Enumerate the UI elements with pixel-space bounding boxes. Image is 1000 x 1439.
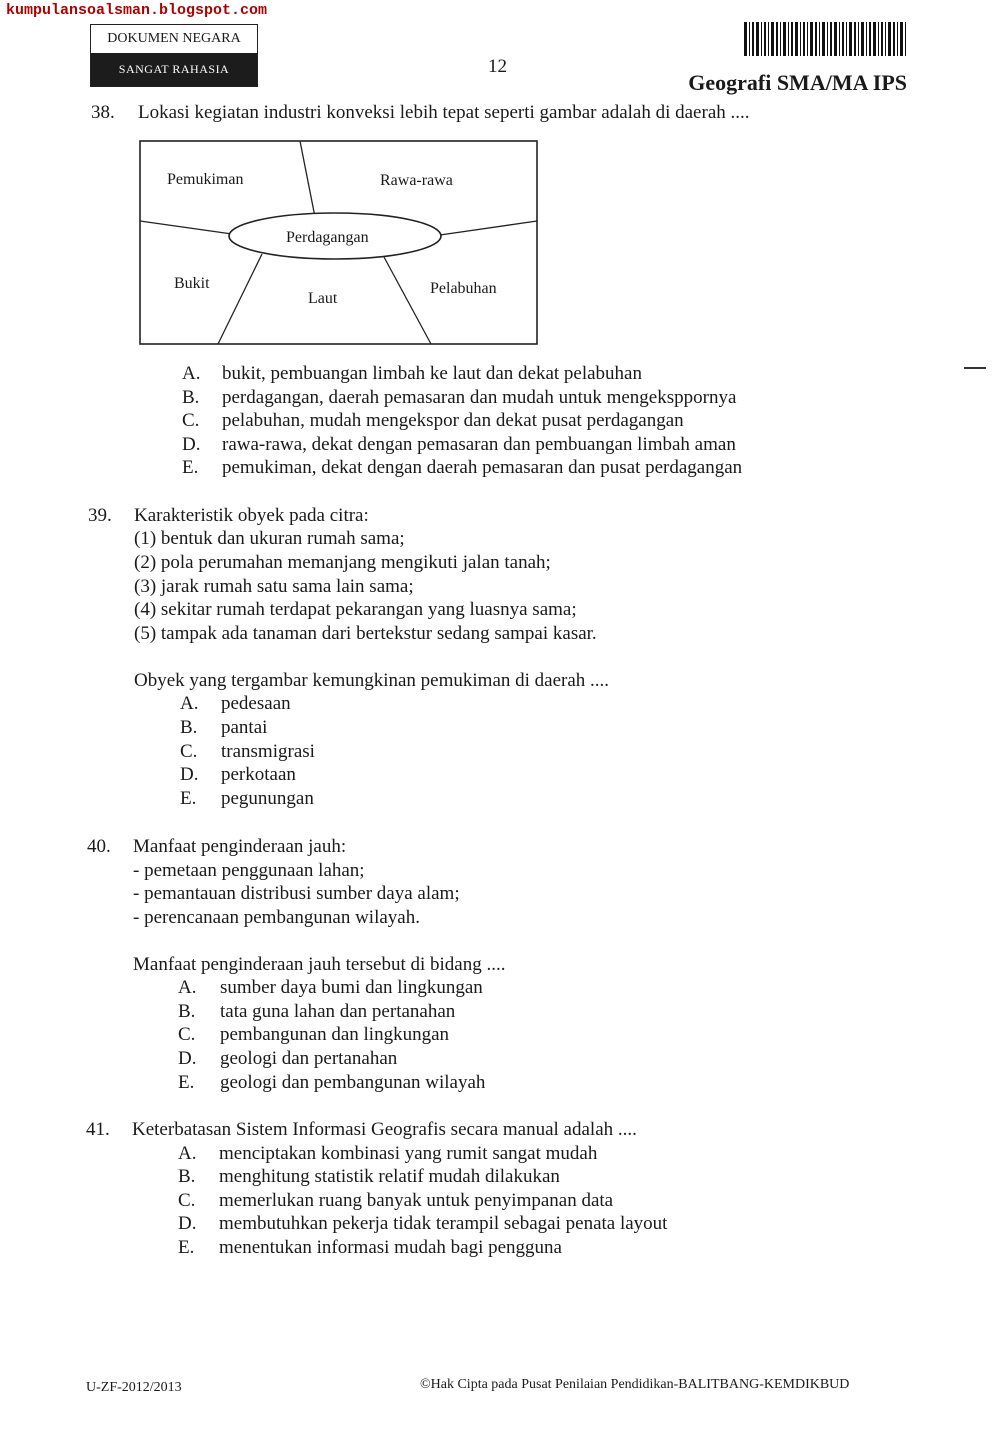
q40-question: Manfaat penginderaan jauh tersebut di bidang ....	[133, 954, 506, 975]
region-label-rawa: Rawa-rawa	[380, 172, 453, 189]
q39-item-5: (5) tampak ada tanaman dari bertekstur sedang sampai kasar.	[134, 623, 597, 644]
region-label-laut: Laut	[308, 290, 338, 307]
q40-item-2: - pemantauan distribusi sumber daya alam;	[133, 883, 460, 904]
watermark-url: kumpulansoalsman.blogspot.com	[6, 2, 268, 19]
q41-option-b: menghitung statistik relatif mudah dilakukan	[219, 1166, 560, 1187]
region-label-perdagangan: Perdagangan	[286, 229, 369, 246]
q39-option-b-letter: B.	[180, 717, 198, 738]
margin-mark	[964, 367, 986, 369]
q39-option-c: transmigrasi	[221, 741, 315, 762]
page-number: 12	[488, 56, 507, 77]
q38-option-e-letter: E.	[182, 457, 199, 478]
q38-option-c: pelabuhan, mudah mengekspor dan dekat pusat perdagangan	[222, 410, 684, 431]
q39-item-1: (1) bentuk dan ukuran rumah sama;	[134, 528, 405, 549]
q38-option-d: rawa-rawa, dekat dengan pemasaran dan pembuangan limbah aman	[222, 434, 736, 455]
q38-number: 38.	[91, 102, 115, 123]
q38-text: Lokasi kegiatan industri konveksi lebih tepat seperti gambar adalah di daerah ....	[138, 102, 750, 123]
doc-label-bottom: SANGAT RAHASIA	[91, 53, 257, 86]
q38-option-b: perdagangan, daerah pemasaran dan mudah untuk mengeksppornya	[222, 387, 737, 408]
region-label-pelabuhan: Pelabuhan	[430, 280, 497, 297]
q40-option-b-letter: B.	[178, 1001, 196, 1022]
q39-option-e: pegunungan	[221, 788, 314, 809]
q41-option-d: membutuhkan pekerja tidak terampil sebagai penata layout	[219, 1213, 668, 1234]
subject-title: Geografi SMA/MA IPS	[688, 70, 907, 95]
barcode-image	[742, 20, 908, 58]
q40-number: 40.	[87, 836, 111, 857]
q39-option-d: perkotaan	[221, 764, 296, 785]
q40-option-c: pembangunan dan lingkungan	[220, 1024, 450, 1045]
doc-label-top: DOKUMEN NEGARA	[107, 31, 241, 46]
q39-option-c-letter: C.	[180, 741, 198, 762]
q41-option-c: memerlukan ruang banyak untuk penyimpanan data	[219, 1190, 614, 1211]
footer-code: U-ZF-2012/2013	[86, 1380, 182, 1395]
q40-option-a-letter: A.	[178, 977, 197, 998]
q40-option-e-letter: E.	[178, 1072, 195, 1093]
q38-option-e: pemukiman, dekat dengan daerah pemasaran dan pusat perdagangan	[222, 457, 743, 478]
q39-item-4: (4) sekitar rumah terdapat pekarangan yang luasnya sama;	[134, 599, 577, 620]
q39-item-3: (3) jarak rumah satu sama lain sama;	[134, 576, 414, 597]
q39-option-a-letter: A.	[180, 693, 199, 714]
q40-item-1: - pemetaan penggunaan lahan;	[133, 860, 365, 881]
q40-text: Manfaat penginderaan jauh:	[133, 836, 347, 857]
q41-option-b-letter: B.	[178, 1166, 196, 1187]
q41-option-d-letter: D.	[178, 1213, 197, 1234]
q39-option-b: pantai	[221, 717, 268, 738]
q40-option-c-letter: C.	[178, 1024, 196, 1045]
land-use-diagram	[138, 139, 540, 347]
q41-option-a: menciptakan kombinasi yang rumit sangat mudah	[219, 1143, 598, 1164]
q40-item-3: - perencanaan pembangunan wilayah.	[133, 907, 420, 928]
q40-option-b: tata guna lahan dan pertanahan	[220, 1001, 456, 1022]
footer-copyright: ©Hak Cipta pada Pusat Penilaian Pendidikan-BALITBANG-KEMDIKBUD	[420, 1377, 850, 1392]
q40-option-d: geologi dan pertanahan	[220, 1048, 398, 1069]
q41-option-c-letter: C.	[178, 1190, 196, 1211]
q39-option-a: pedesaan	[221, 693, 291, 714]
region-label-pemukiman: Pemukiman	[167, 171, 244, 188]
q39-text: Karakteristik obyek pada citra:	[134, 505, 369, 526]
q38-option-a: bukit, pembuangan limbah ke laut dan dekat pelabuhan	[222, 363, 642, 384]
document-classification-box	[90, 24, 258, 87]
q41-option-a-letter: A.	[178, 1143, 197, 1164]
q39-option-e-letter: E.	[180, 788, 197, 809]
q41-option-e-letter: E.	[178, 1237, 195, 1258]
q41-text: Keterbatasan Sistem Informasi Geografis secara manual adalah ....	[132, 1119, 637, 1140]
q39-question: Obyek yang tergambar kemungkinan pemukiman di daerah ....	[134, 670, 610, 691]
q38-option-b-letter: B.	[182, 387, 200, 408]
region-label-bukit: Bukit	[174, 275, 210, 292]
q40-option-d-letter: D.	[178, 1048, 197, 1069]
q38-option-c-letter: C.	[182, 410, 200, 431]
q41-number: 41.	[86, 1119, 110, 1140]
q38-option-d-letter: D.	[182, 434, 201, 455]
q40-option-a: sumber daya bumi dan lingkungan	[220, 977, 483, 998]
q41-option-e: menentukan informasi mudah bagi pengguna	[219, 1237, 562, 1258]
q39-number: 39.	[88, 505, 112, 526]
q38-option-a-letter: A.	[182, 363, 201, 384]
q40-option-e: geologi dan pembangunan wilayah	[220, 1072, 486, 1093]
q39-option-d-letter: D.	[180, 764, 199, 785]
q39-item-2: (2) pola perumahan memanjang mengikuti jalan tanah;	[134, 552, 551, 573]
